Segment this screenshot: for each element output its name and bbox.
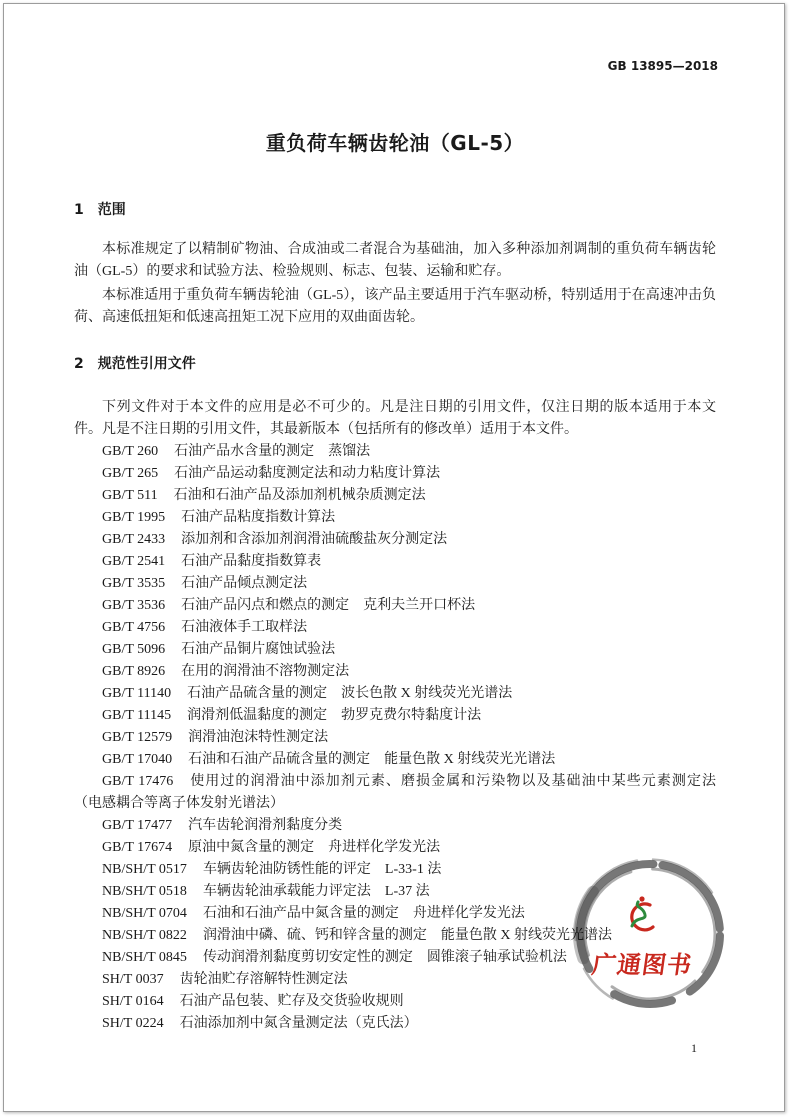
reference-item	[74, 441, 716, 463]
reference-code: NB/SH/T 0518	[102, 884, 187, 899]
reference-item	[74, 859, 716, 881]
reference-item	[74, 551, 716, 573]
reference-title: 石油产品倾点测定法	[181, 576, 308, 591]
reference-item	[74, 529, 716, 551]
reference-code: GB/T 17040	[102, 752, 173, 767]
document-title: 重负荷车辆齿轮油（GL-5）	[265, 131, 525, 155]
reference-title: 石油添加剂中氮含量测定法（克氏法）	[179, 1016, 418, 1031]
reference-code: GB/T 11140	[102, 686, 172, 701]
section-title: 范围	[97, 202, 126, 218]
reference-code: SH/T 0037	[102, 972, 164, 987]
reference-code: GB/T 2433	[102, 532, 166, 547]
reference-item	[74, 1013, 716, 1035]
reference-code: GB/T 3536	[102, 598, 166, 613]
reference-code: NB/SH/T 0517	[102, 862, 187, 877]
reference-item	[74, 573, 716, 595]
reference-code: GB/T 8926	[102, 664, 166, 679]
paragraph: 本标准规定了以精制矿物油、合成油或二者混合为基础油，加入多种添加剂调制的重负荷车辆齿轮油（GL-5）的要求和试验方法、检验规则、标志、包装、运输和贮存。	[74, 242, 716, 279]
reference-item	[74, 925, 716, 947]
reference-code: GB/T 17476	[102, 774, 174, 789]
section-number: 1	[74, 202, 84, 218]
reference-code: GB/T 5096	[102, 642, 166, 657]
reference-list	[74, 441, 716, 1035]
reference-code: SH/T 0224	[102, 1016, 164, 1031]
reference-code: GB/T 511	[102, 488, 158, 503]
reference-item	[74, 947, 716, 969]
reference-item	[74, 463, 716, 485]
reference-item	[74, 507, 716, 529]
reference-item	[74, 661, 716, 683]
reference-code: GB/T 260	[102, 444, 159, 459]
reference-item	[74, 595, 716, 617]
reference-title: 石油和石油产品中氮含量的测定 舟进样化学发光法	[202, 906, 525, 921]
reference-title-note: （电感耦合等离子体发射光谱法）	[74, 796, 284, 811]
reference-item	[74, 771, 716, 815]
section-references-body	[74, 397, 716, 1035]
section-title: 规范性引用文件	[97, 356, 196, 372]
reference-title: 石油产品水含量的测定 蒸馏法	[174, 444, 371, 459]
reference-code: NB/SH/T 0822	[102, 928, 187, 943]
reference-item	[74, 837, 716, 859]
reference-title: 石油产品闪点和燃点的测定 克利夫兰开口杯法	[181, 598, 476, 613]
reference-code: GB/T 265	[102, 466, 159, 481]
reference-item	[74, 617, 716, 639]
reference-title: 石油产品铜片腐蚀试验法	[181, 642, 336, 657]
reference-title: 润滑剂低温黏度的测定 勃罗克费尔特黏度计法	[187, 708, 482, 723]
reference-title: 石油液体手工取样法	[181, 620, 308, 635]
reference-code: GB/T 12579	[102, 730, 173, 745]
paragraph: 下列文件对于本文件的应用是必不可少的。凡是注日期的引用文件，仅注日期的版本适用于本文件。凡是不注日期的引用文件，其最新版本（包括所有的修改单）适用于本文件。	[74, 400, 716, 437]
reference-item	[74, 903, 716, 925]
reference-title: 石油产品黏度指数算表	[181, 554, 322, 569]
reference-title: 石油和石油产品硫含量的测定 能量色散 X 射线荧光光谱法	[188, 752, 556, 767]
reference-code: GB/T 17674	[102, 840, 173, 855]
section-number: 2	[74, 356, 84, 372]
section-heading-scope	[74, 200, 126, 220]
reference-title: 使用过的润滑油中添加剂元素、磨损金属和污染物以及基础油中某些元素测定法	[189, 774, 717, 789]
reference-title: 在用的润滑油不溶物测定法	[181, 664, 350, 679]
reference-title: 汽车齿轮润滑剂黏度分类	[188, 818, 343, 833]
reference-code: SH/T 0164	[102, 994, 164, 1009]
reference-code: GB/T 3535	[102, 576, 166, 591]
section-heading-normative-references	[74, 354, 196, 374]
watermark-text: 广通图书	[590, 950, 695, 979]
page-number: 1	[691, 1041, 697, 1055]
reference-title: 石油产品粘度指数计算法	[181, 510, 336, 525]
standard-number: GB 13895—2018	[607, 59, 718, 73]
reference-item	[74, 683, 716, 705]
reference-code: GB/T 17477	[102, 818, 173, 833]
reference-code: NB/SH/T 0704	[102, 906, 187, 921]
reference-item	[74, 815, 716, 837]
reference-title: 传动润滑剂黏度剪切安定性的测定 圆锥滚子轴承试验机法	[202, 950, 567, 965]
reference-code: GB/T 11145	[102, 708, 172, 723]
reference-item	[74, 969, 716, 991]
reference-title: 石油产品运动黏度测定法和动力粘度计算法	[174, 466, 441, 481]
reference-item	[74, 749, 716, 771]
paragraph: 本标准适用于重负荷车辆齿轮油（GL-5），该产品主要适用于汽车驱动桥，特别适用于在高速冲击负荷、高速低扭矩和低速高扭矩工况下应用的双曲面齿轮。	[74, 288, 716, 325]
reference-title: 润滑油中磷、硫、钙和锌含量的测定 能量色散 X 射线荧光光谱法	[202, 928, 613, 943]
reference-title: 车辆齿轮油承载能力评定法 L-37 法	[202, 884, 430, 899]
reference-title: 原油中氮含量的测定 舟进样化学发光法	[188, 840, 441, 855]
reference-title: 车辆齿轮油防锈性能的评定 L-33-1 法	[202, 862, 442, 877]
reference-title: 齿轮油贮存溶解特性测定法	[179, 972, 348, 987]
reference-title: 石油产品包装、贮存及交货验收规则	[179, 994, 404, 1009]
reference-code: GB/T 1995	[102, 510, 166, 525]
reference-item	[74, 485, 716, 507]
reference-title: 石油产品硫含量的测定 波长色散 X 射线荧光光谱法	[187, 686, 513, 701]
reference-title: 石油和石油产品及添加剂机械杂质测定法	[173, 488, 426, 503]
reference-item	[74, 727, 716, 749]
reference-item	[74, 705, 716, 727]
section-scope-body	[74, 239, 716, 329]
reference-code: NB/SH/T 0845	[102, 950, 187, 965]
reference-item	[74, 881, 716, 903]
reference-title: 添加剂和含添加剂润滑油硫酸盐灰分测定法	[181, 532, 448, 547]
reference-code: GB/T 2541	[102, 554, 166, 569]
reference-code: GB/T 4756	[102, 620, 166, 635]
reference-item	[74, 639, 716, 661]
reference-item	[74, 991, 716, 1013]
reference-title: 润滑油泡沫特性测定法	[188, 730, 329, 745]
